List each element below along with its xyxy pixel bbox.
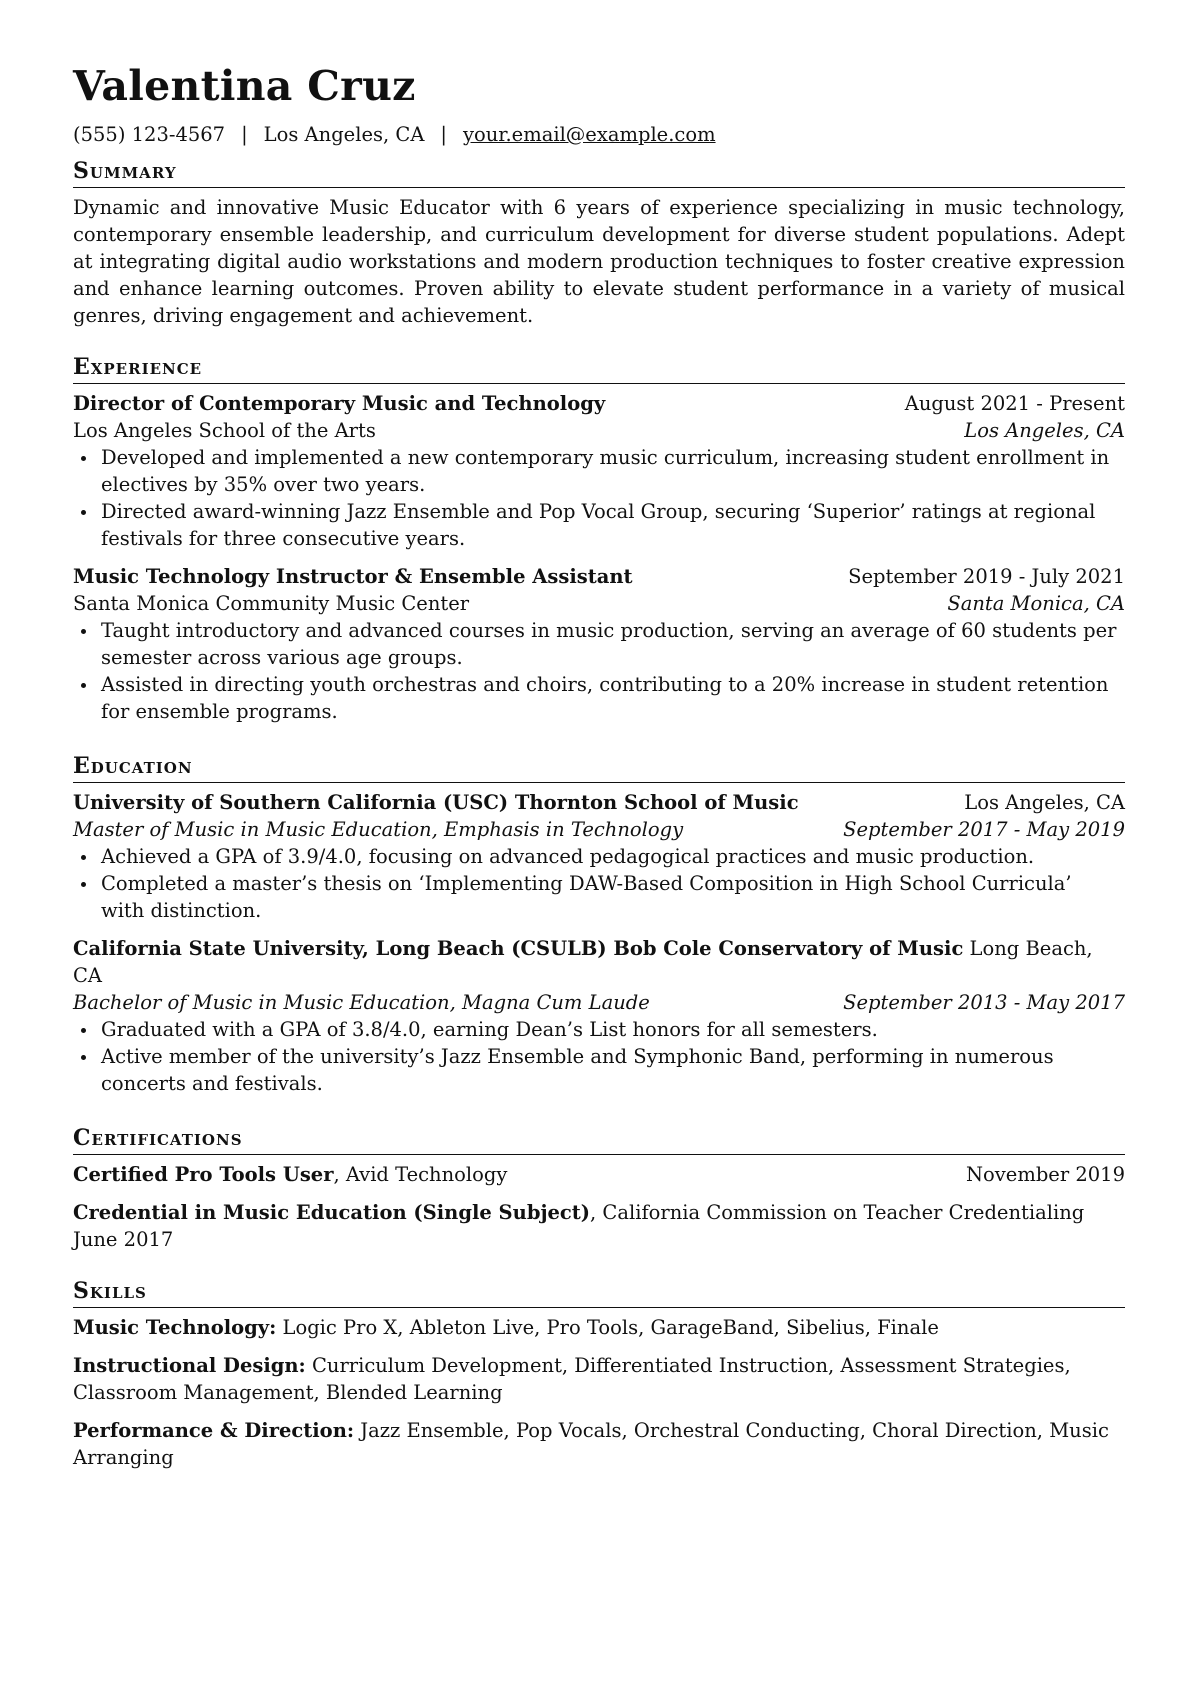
section-title-skills: Skills <box>73 1278 1125 1308</box>
summary-text: Dynamic and innovative Music Educator with 6 years of experience specializing in music technology, contemporary ensemble leadership, and curriculum development for diverse student populations. Adept at integrating digital audio workstations and modern production techniques to foster creative expression and enhance learning outcomes. Proven ability to elevate student performance in a variety of musical genres, driving engagement and achievement. <box>73 196 1125 327</box>
bullet-item: Completed a master’s thesis on ‘Implementing DAW-Based Composition in High School Curricula’ with distinction. <box>73 870 1125 924</box>
bullet-item: Achieved a GPA of 3.9/4.0, focusing on advanced pedagogical practices and music production. <box>73 843 1125 870</box>
bullet-item: Assisted in directing youth orchestras and choirs, contributing to a 20% increase in student retention for ensemble programs. <box>73 671 1125 725</box>
bullet-item: Directed award-winning Jazz Ensemble and Pop Vocal Group, securing ‘Superior’ ratings at regional festivals for three consecutive years. <box>73 498 1125 552</box>
job-title: Director of Contemporary Music and Technology <box>73 392 606 415</box>
skill-values: Logic Pro X, Ableton Live, Pro Tools, GarageBand, Sibelius, Finale <box>276 1316 939 1339</box>
employer: Los Angeles School of the Arts <box>73 419 376 442</box>
education-entry <box>73 789 1125 924</box>
job-location: Santa Monica, CA <box>947 592 1125 615</box>
experience-entry <box>73 390 1125 552</box>
job-title: Music Technology Instructor & Ensemble Assistant <box>73 565 633 588</box>
certification-date: June 2017 <box>73 1228 174 1251</box>
certification-item <box>73 1161 1125 1188</box>
certification-issuer: , Avid Technology <box>333 1163 508 1186</box>
job-dates: August 2021 - Present <box>904 392 1125 415</box>
experience-section <box>73 354 1125 736</box>
skills-section <box>73 1278 1125 1482</box>
summary-section <box>73 158 1125 329</box>
bullet-item: Developed and implemented a new contemporary music curriculum, increasing student enrollment in electives by 35% over two years. <box>73 444 1125 498</box>
school-name: University of Southern California (USC) Thornton School of Music <box>73 791 799 814</box>
school-location: Long Beach, CA <box>73 937 1093 987</box>
section-title-certifications: Certifications <box>73 1125 1125 1155</box>
bullet-list <box>73 1016 1125 1097</box>
contact-line <box>73 121 716 148</box>
certification-date: November 2019 <box>965 1163 1125 1186</box>
certification-item <box>73 1199 1125 1253</box>
certification-name: Credential in Music Education (Single Subject) <box>73 1201 591 1224</box>
section-title-summary: Summary <box>73 158 1125 188</box>
skill-category: Performance & Direction: <box>73 1419 355 1442</box>
education-section <box>73 753 1125 1108</box>
bullet-item: Active member of the university’s Jazz Ensemble and Symphonic Band, performing in numerous concerts and festivals. <box>73 1043 1125 1097</box>
job-dates: September 2019 - July 2021 <box>848 565 1125 588</box>
skill-category: Instructional Design: <box>73 1354 306 1377</box>
degree: Master of Music in Music Education, Emphasis in Technology <box>73 818 684 841</box>
certification-name: Certified Pro Tools User <box>73 1163 334 1186</box>
contact-separator: | <box>440 123 447 146</box>
skill-values: Curriculum Development, Differentiated Instruction, Assessment Strategies, Classroom Management, Blended Learning <box>73 1354 1071 1404</box>
school-name: California State University, Long Beach (CSULB) Bob Cole Conservatory of Music <box>73 937 964 960</box>
experience-entry <box>73 563 1125 725</box>
skill-category: Music Technology: <box>73 1316 277 1339</box>
education-dates: September 2017 - May 2019 <box>843 818 1125 841</box>
degree: Bachelor of Music in Music Education, Magna Cum Laude <box>73 991 650 1014</box>
phone-number: (555) 123-4567 <box>73 123 226 146</box>
location: Los Angeles, CA <box>263 123 425 146</box>
certification-issuer: , California Commission on Teacher Credentialing <box>590 1201 1085 1224</box>
school-location: Los Angeles, CA <box>964 791 1125 814</box>
education-dates: September 2013 - May 2017 <box>843 991 1125 1014</box>
bullet-item: Taught introductory and advanced courses in music production, serving an average of 60 students per semester across various age groups. <box>73 617 1125 671</box>
section-title-education: Education <box>73 753 1125 783</box>
bullet-list <box>73 444 1125 552</box>
skill-values: Jazz Ensemble, Pop Vocals, Orchestral Conducting, Choral Direction, Music Arranging <box>73 1419 1109 1469</box>
job-location: Los Angeles, CA <box>964 419 1125 442</box>
candidate-name: Valentina Cruz <box>73 62 416 110</box>
bullet-item: Graduated with a GPA of 3.8/4.0, earning Dean’s List honors for all semesters. <box>73 1016 1125 1043</box>
bullet-list <box>73 617 1125 725</box>
skill-line <box>73 1417 1125 1471</box>
contact-separator: | <box>241 123 248 146</box>
skill-line <box>73 1352 1125 1406</box>
employer: Santa Monica Community Music Center <box>73 592 470 615</box>
bullet-list <box>73 843 1125 924</box>
education-entry <box>73 935 1125 1097</box>
section-title-experience: Experience <box>73 354 1125 384</box>
skill-line <box>73 1314 1125 1341</box>
email-link[interactable]: your.email@example.com <box>462 123 716 146</box>
certifications-section <box>73 1125 1125 1264</box>
